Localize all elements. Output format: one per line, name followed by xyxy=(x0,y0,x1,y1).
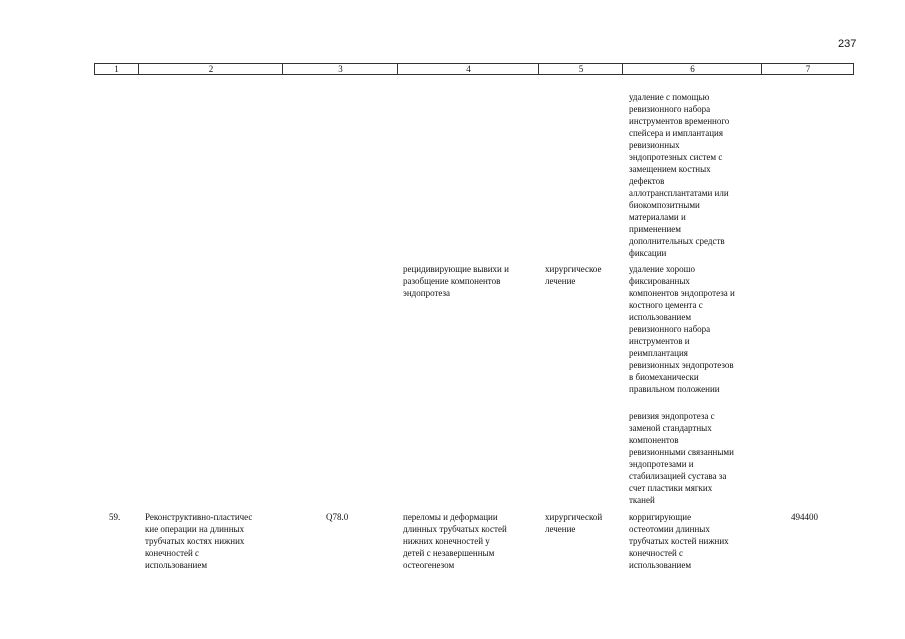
header-col-6: 6 xyxy=(622,64,762,74)
row-59-model: переломы и деформации длинных трубчатых костей нижних конечностей у детей с незавершенным остеогенезом xyxy=(403,512,507,570)
patient-model-dislocation: рецидивирующие вывихи и разобщение компонентов эндопротеза xyxy=(403,264,509,298)
row-59-cost: 494400 xyxy=(791,512,818,522)
method-removal-spacer: удаление с помощью ревизионного набора инструментов временного спейсера и имплантация ревизионных эндопротезных систем с замещением костных дефектов аллотрансплантатами или биокомпозитными материалами и применением дополнительных средств фиксации xyxy=(629,92,730,258)
header-col-3: 3 xyxy=(282,64,398,74)
header-col-7: 7 xyxy=(761,64,854,74)
header-col-1: 1 xyxy=(114,64,119,74)
page-number: 237 xyxy=(838,38,857,50)
row-59-number: 59. xyxy=(109,512,121,522)
method-removal-fixed: удаление хорошо фиксированных компонентов эндопротеза и костного цемента с использованием ревизионного набора инструментов и реимплантация ревизионных эндопротезов в биомеханически правильном положении xyxy=(629,264,735,394)
header-col-5: 5 xyxy=(538,64,623,74)
row-59-code: Q78.0 xyxy=(326,512,349,522)
table-header-row xyxy=(94,63,854,75)
method-revision: ревизия эндопротеза с заменой стандартных компонентов ревизионными связанными эндопротезами и стабилизацией сустава за счет пластики мягких тканей xyxy=(629,411,734,505)
treatment-type-1: хирургическое лечение xyxy=(545,264,602,286)
row-59-method: корригирующие остеотомии длинных трубчатых костей нижних конечностей с использованием xyxy=(629,512,729,570)
row-59-name: Реконструктивно-пластичес кие операции на длинных трубчатых костях нижних конечностей с использованием xyxy=(145,512,253,570)
row-59-treatment: хирургической лечение xyxy=(545,512,603,534)
header-col-2: 2 xyxy=(138,64,283,74)
header-col-4: 4 xyxy=(397,64,539,74)
